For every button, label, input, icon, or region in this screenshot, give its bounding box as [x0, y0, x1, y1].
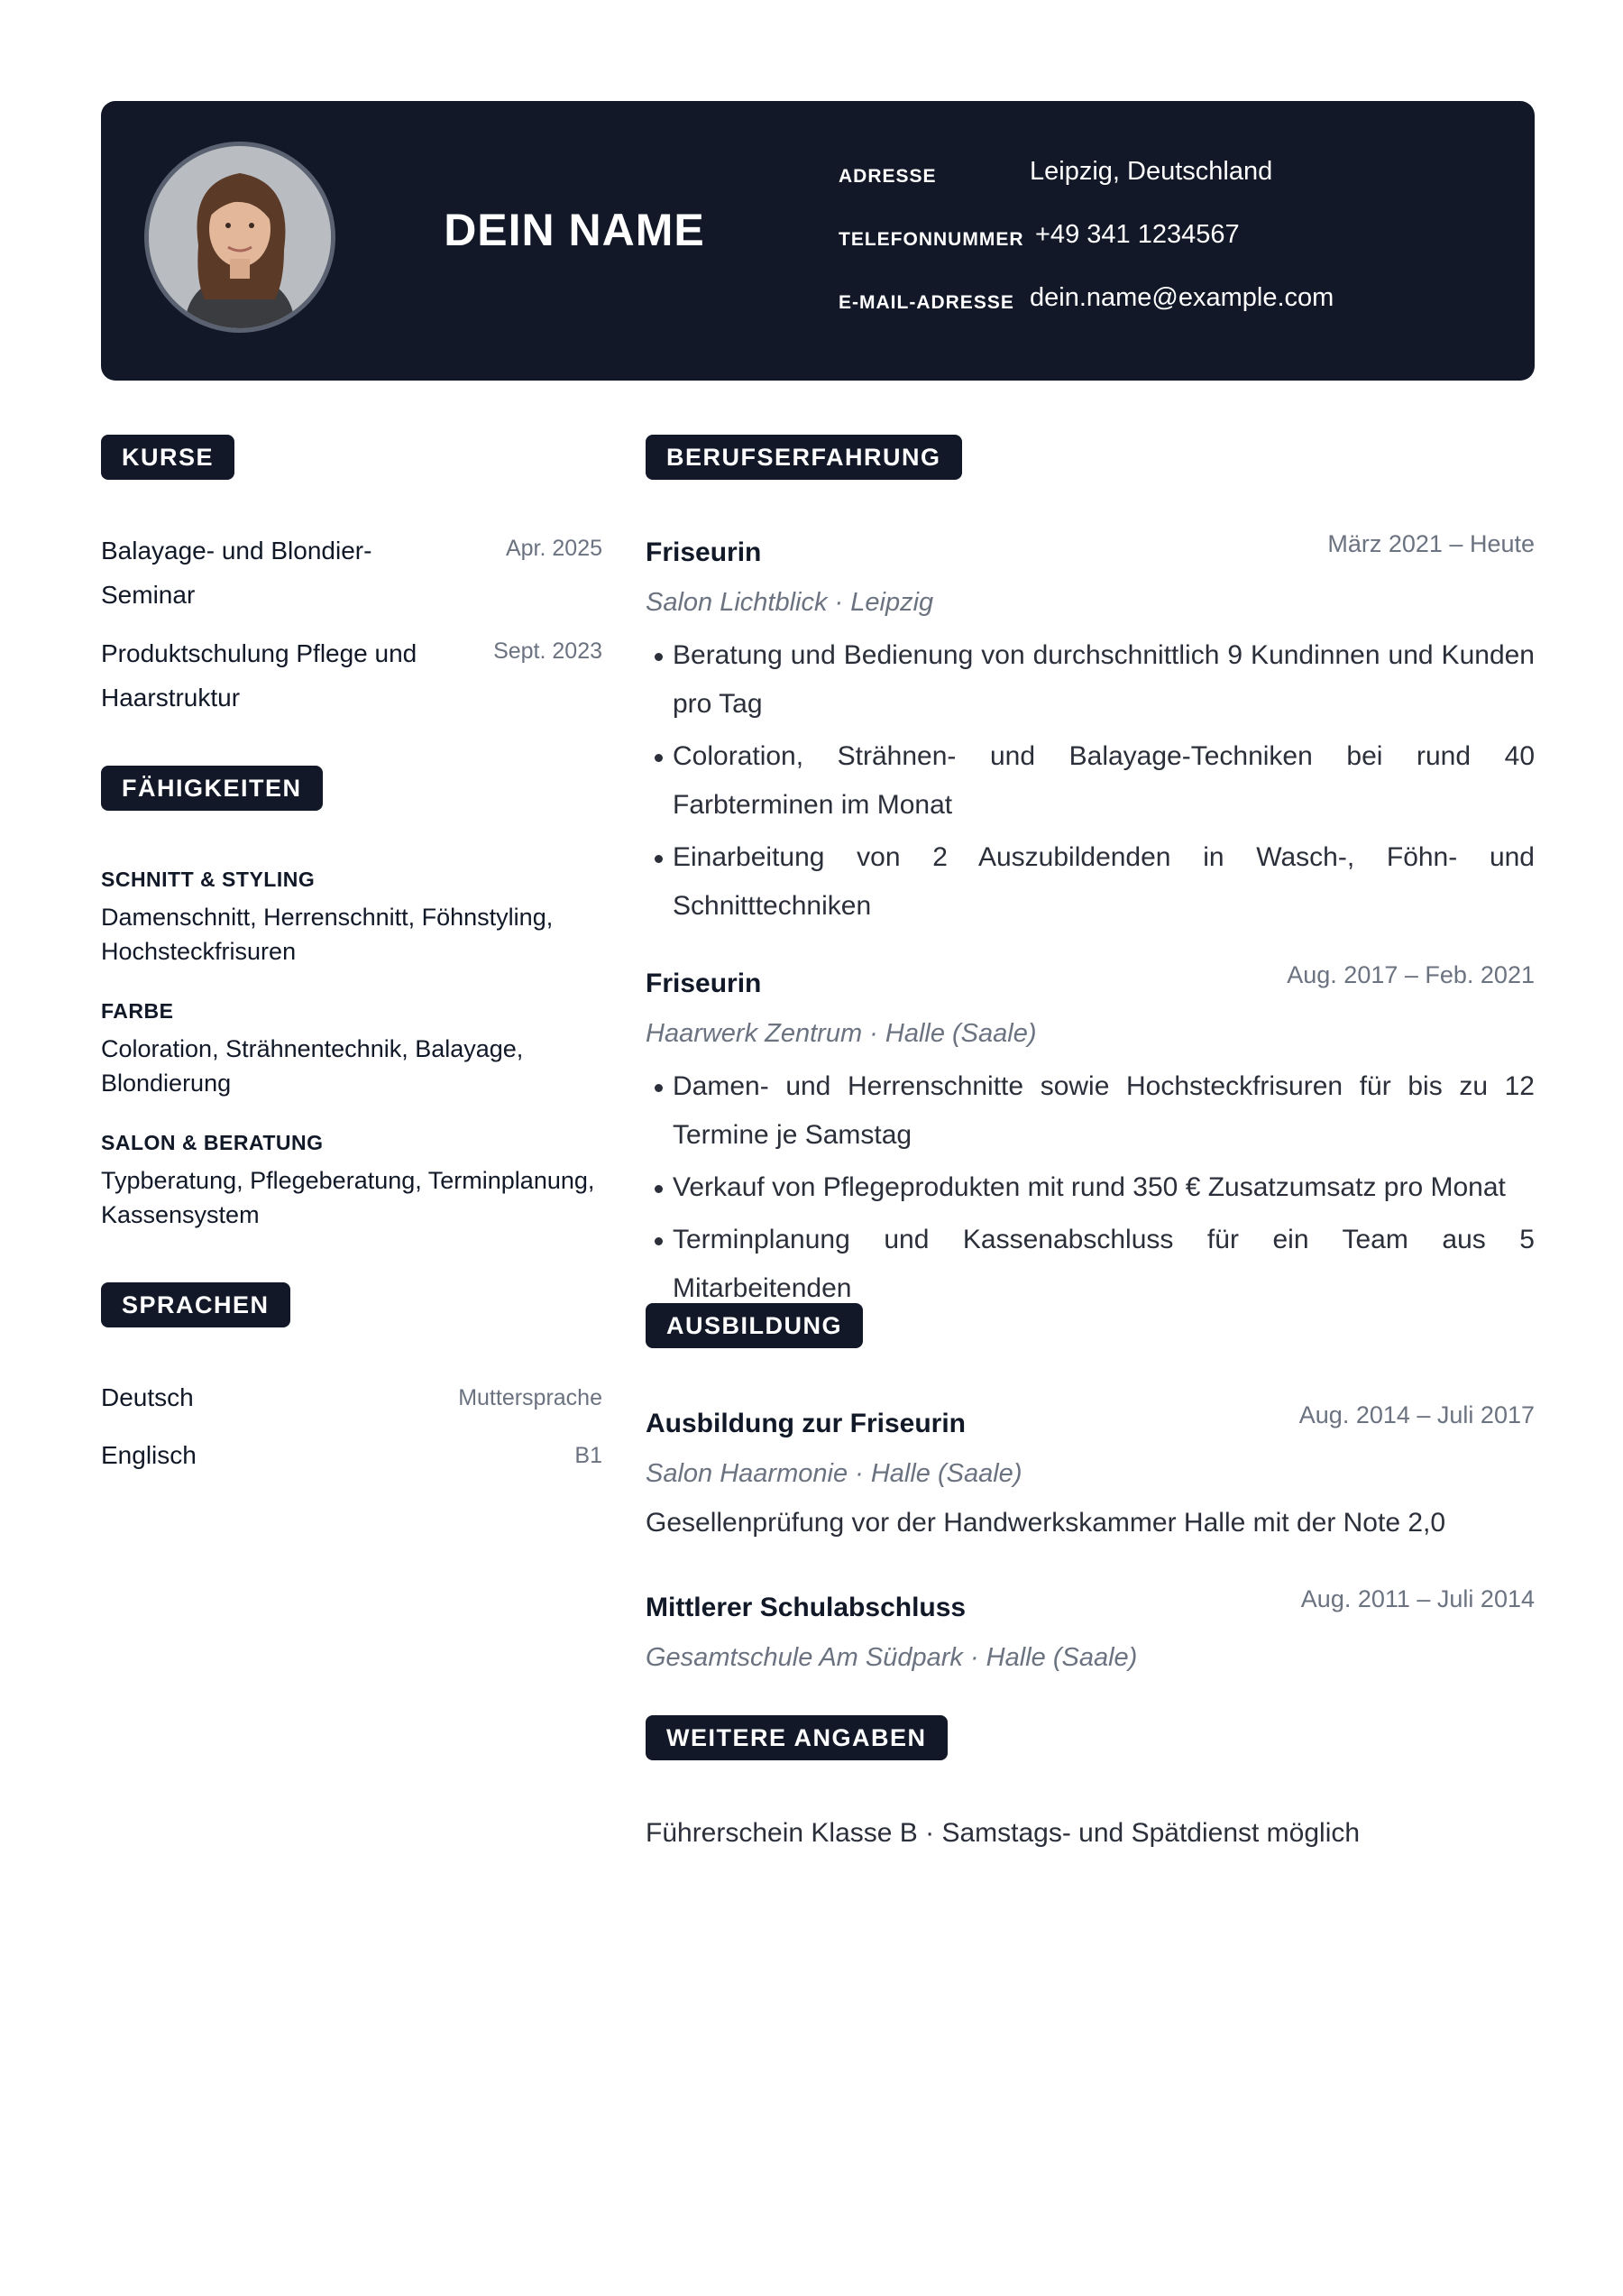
skill-heading: SCHNITT & STYLING: [101, 868, 316, 891]
skill-group: [101, 1129, 602, 1232]
skill-group: [101, 866, 602, 969]
job-bullets: [646, 631, 1535, 934]
job-bullet: Einarbeitung von 2 Auszubildenden in Wasch-, Föhn- und Schnitttechniken: [646, 833, 1535, 931]
skill-group: [101, 997, 602, 1100]
job-employer: Salon Lichtblick · Leipzig: [646, 588, 934, 617]
section-heading-experience: BERUFSERFAHRUNG: [646, 435, 962, 480]
section-heading-skills: FÄHIGKEITEN: [101, 766, 323, 811]
skill-heading: FARBE: [101, 999, 174, 1023]
job-bullet: Beratung und Bedienung von durchschnittlich 9 Kundinnen und Kunden pro Tag: [646, 631, 1535, 729]
section-heading-languages: SPRACHEN: [101, 1282, 290, 1327]
contact-label: ADRESSE: [839, 166, 937, 187]
education-institution: Salon Haarmonie · Halle (Saale): [646, 1459, 1022, 1488]
job-date: März 2021 – Heute: [1327, 530, 1535, 557]
course-title: Balayage- und Blondier-Seminar: [101, 537, 372, 609]
avatar: [144, 142, 335, 333]
education-title: Mittlerer Schulabschluss: [646, 1593, 967, 1622]
profile-photo: [149, 146, 331, 328]
education-date: Aug. 2011 – Juli 2014: [1300, 1585, 1535, 1612]
contact-label: TELEFONNUMMER: [839, 229, 1024, 250]
education-institution: Gesamtschule Am Südpark · Halle (Saale): [646, 1643, 1138, 1672]
section-heading-additional: WEITERE ANGABEN: [646, 1715, 948, 1760]
skill-text: Damenschnitt, Herrenschnitt, Föhnstyling, Hochsteckfrisuren: [101, 904, 554, 965]
job-bullets: [646, 1062, 1535, 1317]
job-title: Friseurin: [646, 969, 762, 998]
language-level: Muttersprache: [458, 1385, 602, 1410]
language-name: Englisch: [101, 1441, 197, 1469]
job-bullet: Damen- und Herrenschnitte sowie Hochsteckfrisuren für bis zu 12 Termine je Samstag: [646, 1062, 1535, 1160]
contact-value: +49 341 1234567: [1035, 220, 1240, 249]
job-bullet: Coloration, Strähnen- und Balayage-Techniken bei rund 40 Farbterminen im Monat: [646, 732, 1535, 830]
skill-text: Coloration, Strähnentechnik, Balayage, Blondierung: [101, 1035, 524, 1097]
skill-heading: SALON & BERATUNG: [101, 1131, 324, 1154]
course-date: Sept. 2023: [493, 638, 602, 664]
course-title: Produktschulung Pflege und Haarstruktur: [101, 639, 417, 712]
education-note: Gesellenprüfung vor der Handwerkskammer Halle mit der Note 2,0: [646, 1508, 1446, 1538]
language-item: [101, 1383, 602, 1419]
section-heading-education: AUSBILDUNG: [646, 1303, 863, 1348]
education-title: Ausbildung zur Friseurin: [646, 1409, 967, 1438]
skill-text: Typberatung, Pflegeberatung, Terminplanung, Kassensystem: [101, 1167, 595, 1228]
contact-address: [839, 153, 1488, 216]
job-bullet: Terminplanung und Kassenabschluss für ein Team aus 5 Mitarbeitenden: [646, 1216, 1535, 1313]
course-date: Apr. 2025: [505, 536, 602, 561]
language-item: [101, 1441, 602, 1477]
contact-value: dein.name@example.com: [1030, 283, 1334, 312]
contact-label: E-MAIL-ADRESSE: [839, 292, 1014, 313]
language-name: Deutsch: [101, 1383, 194, 1411]
additional-text: Führerschein Klasse B · Samstags- und Spätdienst möglich: [646, 1818, 1361, 1848]
resume-header: [101, 101, 1535, 381]
job-date: Aug. 2017 – Feb. 2021: [1287, 961, 1535, 988]
candidate-name: DEIN NAME: [444, 205, 705, 255]
job-bullet: Verkauf von Pflegeprodukten mit rund 350 € Zusatzumsatz pro Monat: [646, 1163, 1535, 1212]
language-level: B1: [574, 1443, 602, 1468]
contact-info: [839, 153, 1488, 343]
education-date: Aug. 2014 – Juli 2017: [1298, 1401, 1535, 1428]
job-employer: Haarwerk Zentrum · Halle (Saale): [646, 1019, 1037, 1048]
contact-phone: [839, 216, 1488, 280]
section-heading-courses: KURSE: [101, 435, 234, 480]
contact-value: Leipzig, Deutschland: [1030, 157, 1273, 186]
job-title: Friseurin: [646, 537, 762, 567]
contact-email: [839, 280, 1488, 343]
